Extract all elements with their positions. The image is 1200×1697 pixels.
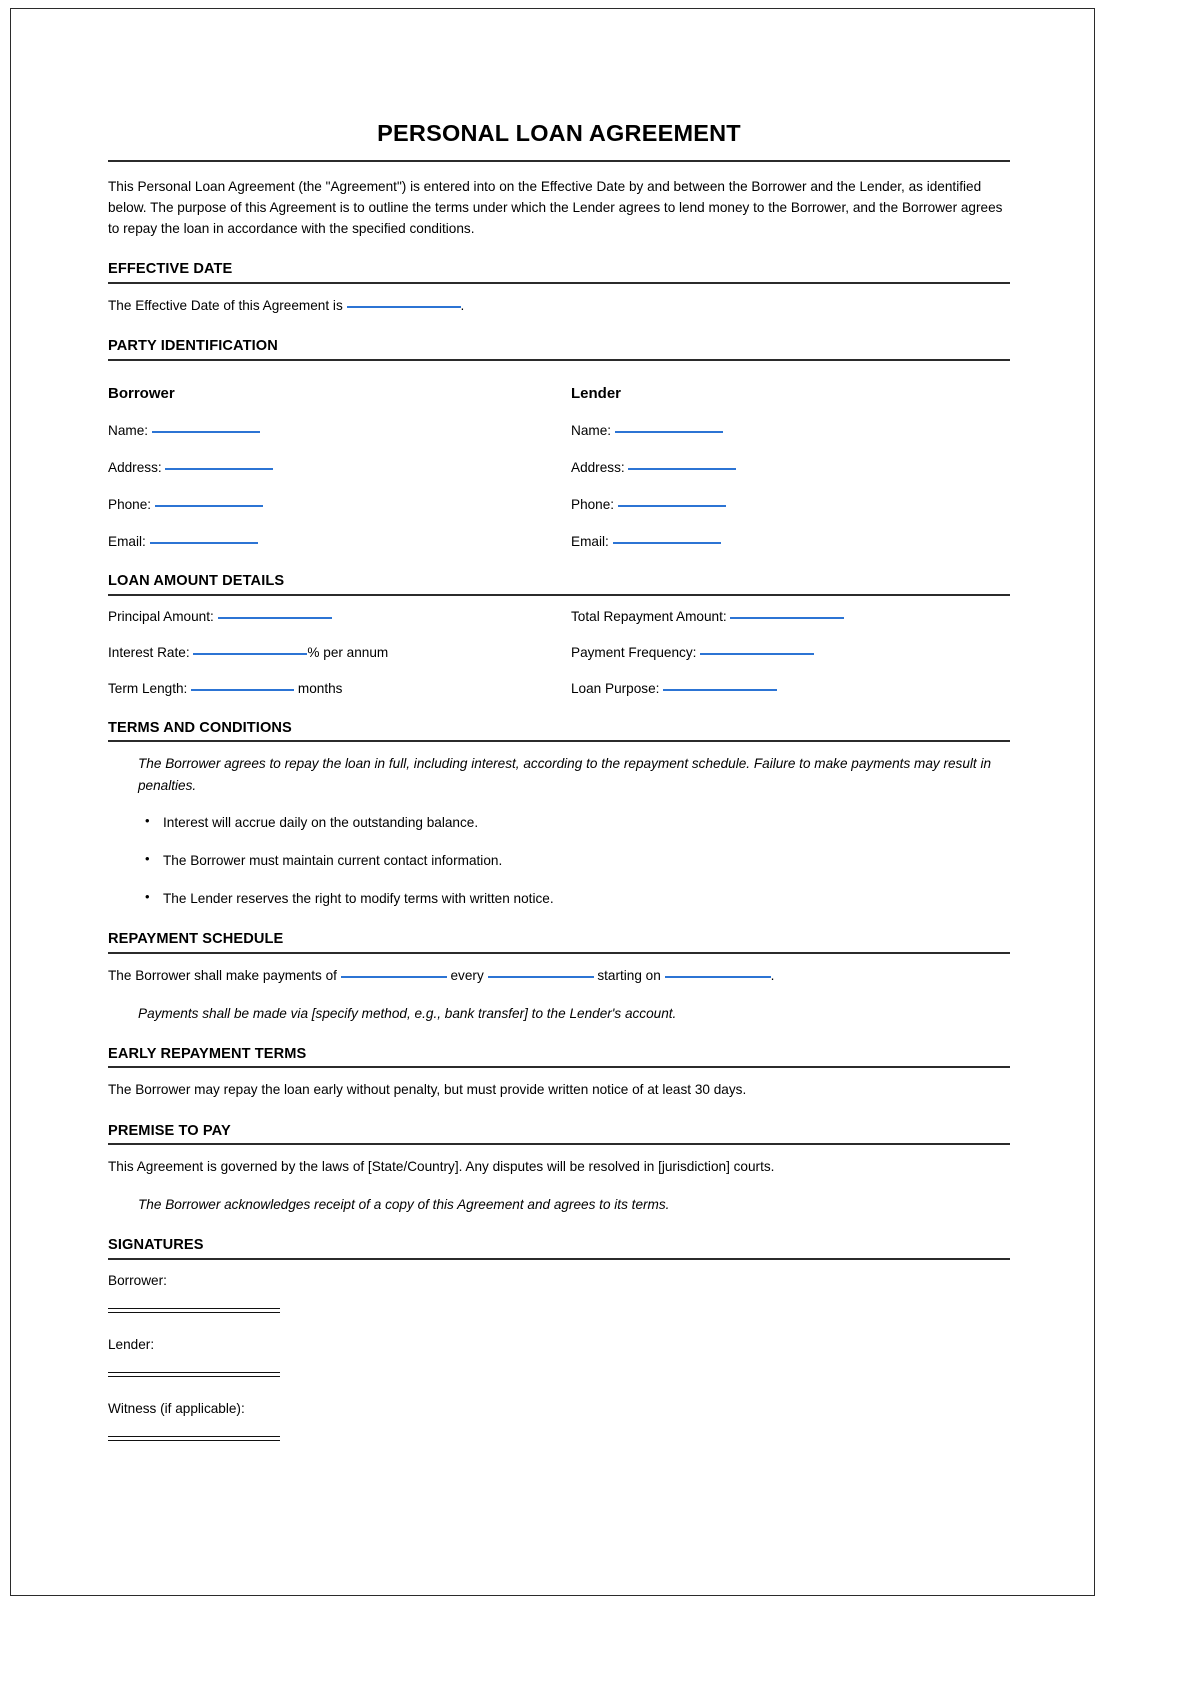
lender-address-label: Address: xyxy=(571,459,625,475)
repayment-text-part2: every xyxy=(450,967,484,983)
borrower-address-row xyxy=(108,458,559,477)
document-page xyxy=(10,8,1095,1596)
lender-address-row xyxy=(571,458,1010,477)
section-heading-premise-to-pay: PREMISE TO PAY xyxy=(108,1122,231,1139)
section-heading-terms-and-conditions: TERMS AND CONDITIONS xyxy=(108,719,292,736)
lender-name-input[interactable] xyxy=(615,431,723,433)
borrower-phone-label: Phone: xyxy=(108,496,152,512)
section-signatures xyxy=(108,1237,1010,1441)
loan-purpose-input[interactable] xyxy=(663,689,777,691)
section-divider xyxy=(108,740,1010,742)
borrower-name-input[interactable] xyxy=(152,431,260,433)
effective-date-line xyxy=(108,295,1010,316)
borrower-address-input[interactable] xyxy=(165,468,273,470)
witness-signature-line[interactable] xyxy=(108,1436,280,1441)
section-divider xyxy=(108,282,1010,284)
borrower-email-input[interactable] xyxy=(150,542,258,544)
page-title: PERSONAL LOAN AGREEMENT xyxy=(377,120,741,146)
section-repayment-schedule xyxy=(108,931,1010,1024)
effective-date-input[interactable] xyxy=(347,306,461,308)
borrower-email-row xyxy=(108,532,559,551)
payment-frequency-label: Payment Frequency: xyxy=(571,644,697,660)
payment-frequency-input[interactable] xyxy=(700,653,814,655)
section-early-repayment-terms xyxy=(108,1046,1010,1101)
interest-rate-label: Interest Rate: xyxy=(108,644,190,660)
borrower-column xyxy=(108,372,559,551)
loan-detail-row xyxy=(108,643,1010,662)
borrower-phone-input[interactable] xyxy=(155,505,263,507)
signature-group-lender xyxy=(108,1335,1010,1377)
lender-heading: Lender xyxy=(571,384,622,402)
terms-lead-text: The Borrower agrees to repay the loan in full, including interest, according to the repayment schedule. Failure to make payments may result in penalties. xyxy=(138,756,992,793)
payment-start-date-input[interactable] xyxy=(665,976,771,978)
party-columns xyxy=(108,372,1010,551)
total-repayment-cell xyxy=(559,607,1010,626)
borrower-address-label: Address: xyxy=(108,459,162,475)
section-heading-signatures: SIGNATURES xyxy=(108,1237,204,1254)
payment-frequency-schedule-input[interactable] xyxy=(488,976,594,978)
early-repayment-text: The Borrower may repay the loan early without penalty, but must provide written notice of at least 30 days. xyxy=(108,1082,747,1098)
document-body xyxy=(108,121,1010,1463)
list-item: • The Borrower must maintain current contact information. xyxy=(163,850,1010,871)
section-party-identification xyxy=(108,338,1010,551)
list-item: • The Lender reserves the right to modify terms with written notice. xyxy=(163,888,1010,909)
total-repayment-label: Total Repayment Amount: xyxy=(571,608,727,624)
loan-detail-row xyxy=(108,679,1010,698)
signature-group-borrower xyxy=(108,1271,1010,1313)
section-heading-loan-amount-details: LOAN AMOUNT DETAILS xyxy=(108,572,285,589)
loan-purpose-cell xyxy=(559,679,1010,698)
section-premise-to-pay xyxy=(108,1123,1010,1216)
section-divider xyxy=(108,359,1010,361)
loan-detail-row xyxy=(108,607,1010,626)
lender-email-input[interactable] xyxy=(613,542,721,544)
premise-acknowledgement-note: The Borrower acknowledges receipt of a copy of this Agreement and agrees to its terms. xyxy=(138,1197,670,1213)
signature-group-witness xyxy=(108,1399,1010,1441)
repayment-text-part4: . xyxy=(770,967,775,983)
section-divider xyxy=(108,1143,1010,1145)
total-repayment-input[interactable] xyxy=(730,617,844,619)
lender-email-row xyxy=(571,532,1010,551)
borrower-name-label: Name: xyxy=(108,422,149,438)
section-divider xyxy=(108,1066,1010,1068)
interest-rate-input[interactable] xyxy=(193,653,307,655)
effective-date-text-after: . xyxy=(460,297,465,313)
lender-name-label: Name: xyxy=(571,422,612,438)
principal-amount-cell xyxy=(108,607,559,626)
interest-rate-cell xyxy=(108,643,559,662)
borrower-signature-label: Borrower: xyxy=(108,1273,167,1289)
lender-phone-row xyxy=(571,495,1010,514)
lender-address-input[interactable] xyxy=(628,468,736,470)
borrower-name-row xyxy=(108,421,559,440)
section-heading-effective-date: EFFECTIVE DATE xyxy=(108,261,233,278)
section-divider xyxy=(108,1258,1010,1260)
repayment-schedule-line xyxy=(108,965,1010,986)
section-effective-date xyxy=(108,261,1010,316)
borrower-phone-row xyxy=(108,495,559,514)
loan-purpose-label: Loan Purpose: xyxy=(571,680,660,696)
interest-rate-suffix: % per annum xyxy=(307,644,389,660)
repayment-text-part1: The Borrower shall make payments of xyxy=(108,967,337,983)
lender-phone-label: Phone: xyxy=(571,496,615,512)
term-length-suffix: months xyxy=(297,680,343,696)
term-length-cell xyxy=(108,679,559,698)
borrower-signature-line[interactable] xyxy=(108,1308,280,1313)
section-divider xyxy=(108,594,1010,596)
list-item: • Interest will accrue daily on the outstanding balance. xyxy=(163,812,1010,833)
borrower-heading: Borrower xyxy=(108,384,175,402)
title-divider xyxy=(108,160,1010,162)
premise-to-pay-text: This Agreement is governed by the laws of [State/Country]. Any disputes will be resolved in [jurisdiction] courts. xyxy=(108,1159,775,1175)
terms-bullet-list xyxy=(108,812,1010,909)
intro-paragraph: This Personal Loan Agreement (the "Agreement") is entered into on the Effective Date by and between the Borrower and the Lender, as identified below. The purpose of this Agreement is to outline the terms under which the Lender agrees to lend money to the Borrower, and the Borrower agrees to repay the loan in accordance with the specified conditions. xyxy=(108,178,1003,236)
section-heading-party-identification: PARTY IDENTIFICATION xyxy=(108,337,278,354)
repayment-text-part3: starting on xyxy=(597,967,661,983)
payment-frequency-cell xyxy=(559,643,1010,662)
section-loan-amount-details xyxy=(108,573,1010,698)
witness-signature-label: Witness (if applicable): xyxy=(108,1401,245,1417)
section-heading-repayment-schedule: REPAYMENT SCHEDULE xyxy=(108,930,284,947)
term-length-input[interactable] xyxy=(191,689,294,691)
section-divider xyxy=(108,952,1010,954)
section-heading-early-repayment-terms: EARLY REPAYMENT TERMS xyxy=(108,1045,307,1062)
effective-date-text-before: The Effective Date of this Agreement is xyxy=(108,297,343,313)
principal-amount-label: Principal Amount: xyxy=(108,608,214,624)
payment-amount-input[interactable] xyxy=(341,976,447,978)
lender-column xyxy=(559,372,1010,551)
repayment-method-note: Payments shall be made via [specify method, e.g., bank transfer] to the Lender's account. xyxy=(138,1005,677,1021)
lender-email-label: Email: xyxy=(571,533,609,549)
lender-name-row xyxy=(571,421,1010,440)
lender-phone-input[interactable] xyxy=(618,505,726,507)
lender-signature-line[interactable] xyxy=(108,1372,280,1377)
borrower-email-label: Email: xyxy=(108,533,146,549)
section-terms-and-conditions xyxy=(108,720,1010,909)
lender-signature-label: Lender: xyxy=(108,1337,155,1353)
principal-amount-input[interactable] xyxy=(218,617,332,619)
term-length-label: Term Length: xyxy=(108,680,188,696)
